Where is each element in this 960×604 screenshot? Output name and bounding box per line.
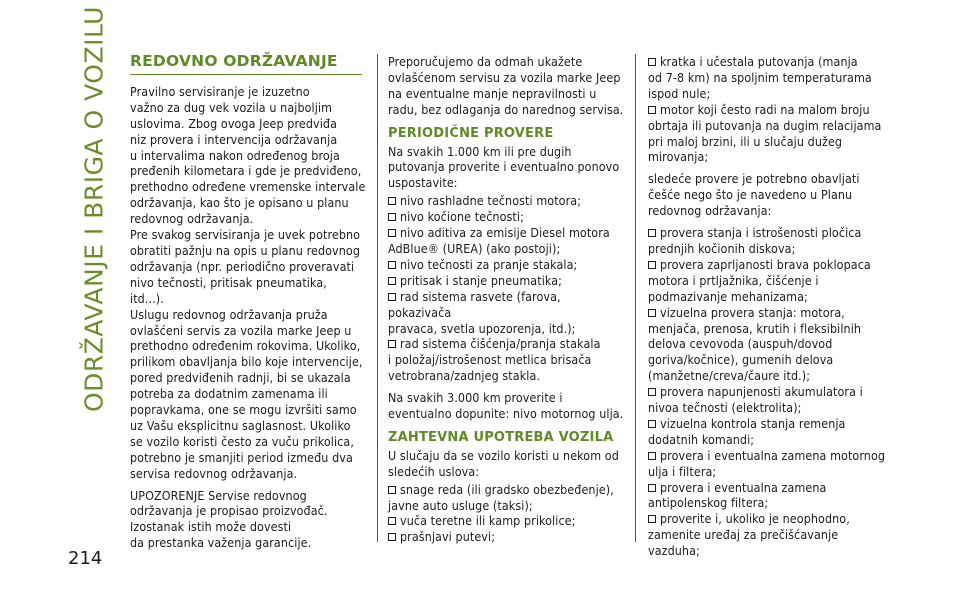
paragraph: Preporučujemo da odmah ukažete ovlašćenom servisu za vozila marke Jeep na eventualne manje nepravilnosti u radu, bez odlaganja do narednog servisa. [388,54,624,117]
list-item: rad sistema rasvete (farova, pokazivača pravaca, svetla upozorenja, itd.); [388,288,576,336]
list-item: snage reda (ili gradsko obezbeđenje), javne auto usluge (taksi); [388,481,614,513]
list-item: kratka i učestala putovanja (manja od 7-8 km) na spoljnim temperaturama ispod nule; [648,54,872,101]
checkbox-bullet-icon [648,420,656,428]
paragraph: Pravilno servisiranje je izuzetno važno za dug vek vozila u najboljim uslovima. Zbog ovoga Jeep predviđa niz provera i intervencija održavanja u intervalima nakon određenog broja pređenih kilometara i gde je predviđeno, prethodno određene vremenske intervale održavanja, kao što je opisano u planu redovnog održavanja. Pre svakog servisiranja je uvek potrebno obratiti pažnju na opis u planu redovnog održavanja (npr. periodično proveravati nivo tečnosti, pritisak pneumatika, itd...). Uslugu redovnog održavanja pruža ovlašćeni servis za vozila marke Jeep u prethodno određenim rokovima. Ukoliko, prilikom obavljanja bilo koje intervencije, pored predviđenih radnji, bi se ukazala potreba za dodatnim zamenama ili popravkama, one se mogu izvršiti samo uz Vašu eksplicitnu saglasnost. Ukoliko se vozilo koristi često za vuču prikolica, potrebno je smanjiti period između dva servisa redovnog održavanja. [130,83,366,481]
checkbox-bullet-icon [648,515,656,523]
checkbox-bullet-icon [388,213,396,221]
page-number: 214 [68,548,103,569]
list-item: nivo tečnosti za pranje stakala; [388,257,624,273]
column-3 [648,54,893,559]
checkbox-bullet-icon [388,517,396,525]
column-1 [130,54,366,557]
checkbox-bullet-icon [388,486,396,494]
paragraph: Na svakih 3.000 km proverite i eventualno dopunite: nivo motornog ulja. [388,390,624,422]
checkbox-bullet-icon [648,261,656,269]
checkbox-bullet-icon [388,261,396,269]
checkbox-bullet-icon [648,106,656,114]
paragraph: Na svakih 1.000 km ili pre dugih putovanja proverite i eventualno ponovo uspostavite: [388,143,620,191]
list-item: nivo rashladne tečnosti motora; [388,193,624,209]
section-side-title: ODRŽAVANJE I BRIGA O VOZILU [79,6,109,412]
paragraph: U slučaju da se vozilo koristi u nekom od sledećih uslova: [388,447,619,479]
checkbox-bullet-icon [388,229,396,237]
checkbox-bullet-icon [388,277,396,285]
checkbox-bullet-icon [648,388,656,396]
checkbox-bullet-icon [388,533,396,541]
list-item: prašnjavi putevi; [388,529,624,545]
checkbox-bullet-icon [648,229,656,237]
list-item: vizuelna kontrola stanja remenja dodatnih komandi; [648,415,846,447]
section-heading-demanding-use: ZAHTEVNA UPOTREBA VOZILA [388,429,614,445]
list-item: vuča teretne ili kamp prikolice; [388,513,624,529]
checkbox-bullet-icon [648,484,656,492]
column-divider [377,54,378,542]
list-item: provera napunjenosti akumulatora i nivoa tečnosti (elektrolita); [648,384,863,416]
checkbox-bullet-icon [388,293,396,301]
checkbox-bullet-icon [388,340,396,348]
checkbox-bullet-icon [648,58,656,66]
list-item: nivo aditiva za emisije Diesel motora AdBlue® (UREA) (ako postoji); [388,225,610,256]
list-item: provera zaprljanosti brava poklopaca motora i prtljažnika, čišćenje i podmazivanje mehanizama; [648,256,871,304]
list-item: motor koji često radi na malom broju obrtaja ili putovanja na dugim relacijama pri maloj brzini, ili u slučaju dužeg mirovanja; [648,101,882,165]
list-item: rad sistema čišćenja/pranja stakala i položaj/istrošenost metlica brisača vetrobrana/zadnjeg stakla. [388,336,601,384]
column-divider [635,54,636,542]
warning-paragraph: UPOZORENJE Servise redovnog održavanja je propisao proizvođač. Izostanak istih može dovesti da prestanka važenja garancije. [130,487,328,551]
list-item: provera i eventualna zamena antipolenskog filtera; [648,479,827,511]
list-item: provera i eventualna zamena motornog ulja i filtera; [648,447,886,479]
list-item: proverite i, ukoliko je neophodno, zamenite uređaj za prečišćavanje vazduha; [648,511,850,559]
checkbox-bullet-icon [648,452,656,460]
column-2 [388,54,624,545]
paragraph: sledeće provere je potrebno obavljati češće nego što je navedeno u Planu redovnog održavanja: [648,171,860,219]
section-heading-periodic-checks: PERIODIČNE PROVERE [388,125,554,141]
list-item: nivo kočione tečnosti; [388,209,624,225]
checkbox-bullet-icon [388,197,396,205]
section-heading-regular-maintenance: REDOVNO ODRŽAVANJE [130,54,362,75]
checkbox-bullet-icon [648,309,656,317]
list-item: vizuelna provera stanja: motora, menjača, prenosa, krutih i fleksibilnih delova cevovoda (auspuh/dovod goriva/kočnice), gumenih delova (manžetne/creva/čaure itd.); [648,304,862,384]
list-item: provera stanja i istrošenosti pločica prednjih kočionih diskova; [648,225,862,256]
list-item: pritisak i stanje pneumatika; [388,273,624,289]
